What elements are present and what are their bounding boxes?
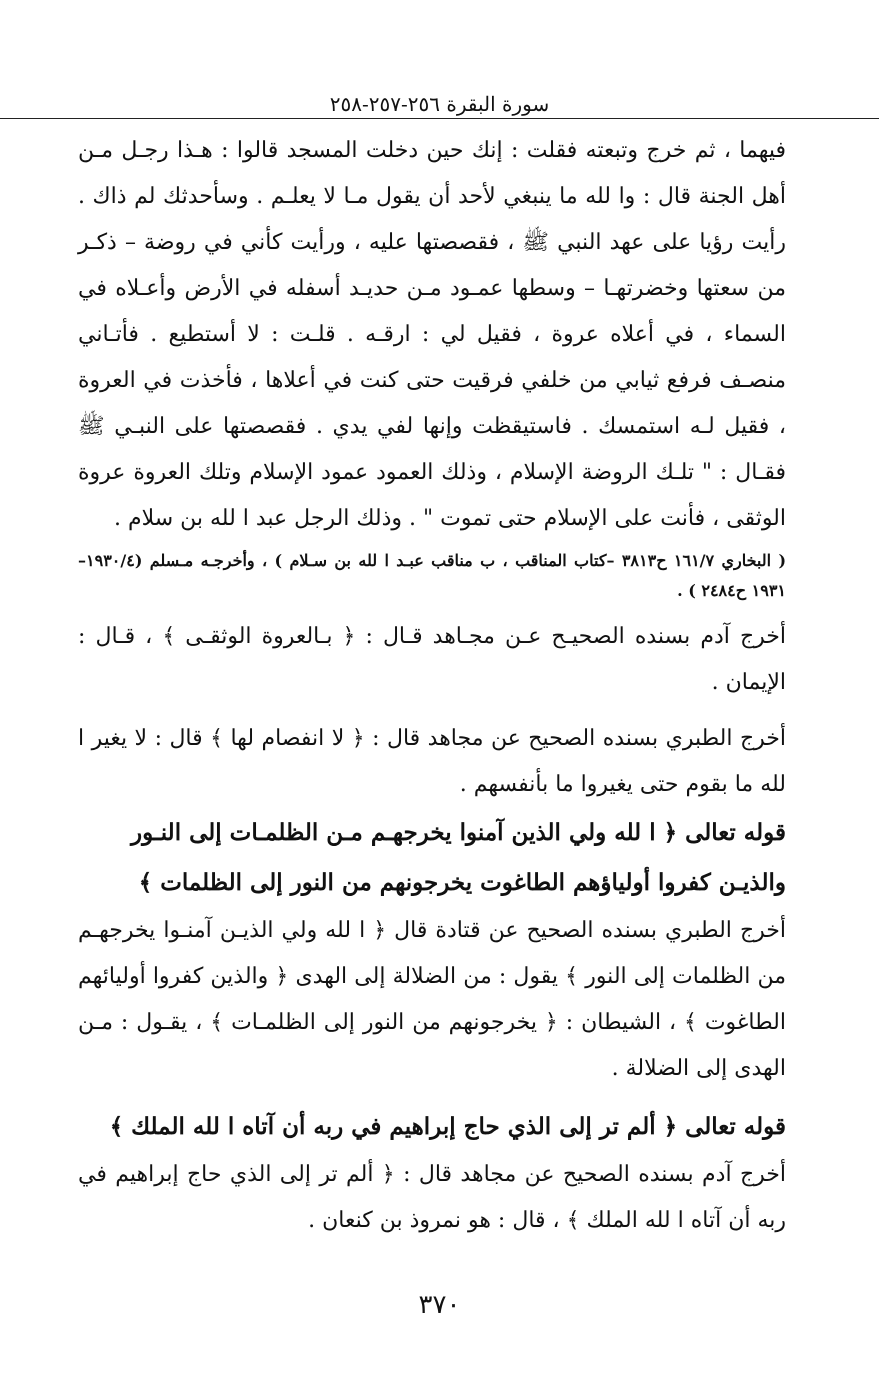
- body-text: [78, 128, 786, 1244]
- section-heading: قوله تعالى ﴿ ألم تر إلى الذي حاج إبراهيم في ربه أن آتاه ا لله الملك ﴾: [109, 1113, 786, 1140]
- paragraph: أخرج آدم بسنده الصحيـح عـن مجـاهد قـال : ﴿ بـالعروة الوثقـى ﴾ ، قـال : الإيمان .: [78, 624, 786, 695]
- paragraph: أخرج آدم بسنده الصحيح عن مجاهد قال : ﴿ ألم تر إلى الذي حاج إبراهيم في ربه أن آتاه ا لله الملك ﴾ ، قال : هو نمروذ بن كنعان .: [78, 1162, 786, 1233]
- paragraph: فيهما ، ثم خرج وتبعته فقلت : إنك حين دخلت المسجد قالوا : هـذا رجـل مـن أهل الجنة قال : وا لله ما ينبغي لأحد أن يقول مـا لا يعلـم . وسأحدثك لم ذاك . رأيت رؤيا على عهد النبي ﷺ ، فقصصتها عليه ، ورأيت كأني في روضة – ذكـر من سعتها وخضرتهـا – وسطها عمـود مـن حديـد أسفله في الأرض وأعـلاه في السماء ، في أعلاه عروة ، فقيل لي : ارقـه . قلـت : لا أستطيع . فأتـاني منصـف فرفع ثيابي من خلفي فرقيت حتى كنت في أعلاها ، فأخذت في العروة ، فقيل لـه استمسك . فاستيقظت وإنها لفي يدي . فقصصتها على النبـي ﷺ فقـال : " تلـك الروضة الإسلام ، وذلك العمود عمود الإسلام وتلك العروة عروة الوثقى ، فأنت على الإسلام حتى تموت " . وذلك الرجل عبد ا لله بن سلام .: [78, 138, 786, 531]
- page-number: ٣٧٠: [418, 1290, 461, 1320]
- running-header: سورة البقرة ٢٥٦-٢٥٧-٢٥٨: [0, 92, 879, 119]
- section-heading: قوله تعالى ﴿ ا لله ولي الذين آمنوا يخرجهـم مـن الظلمـات إلى النـور والذيـن كفروا أولياؤهم الطاغوت يخرجونهم من النور إلى الظلمات ﴾: [131, 819, 786, 896]
- footnote-citation: ( البخاري ١٦١/٧ ح٣٨١٣ –كتاب المناقب ، ب مناقب عبـد ا لله بن سـلام ) ، وأخرجـه مـسلم (١٩٣٠/٤– ١٩٣١ ح٢٤٨٤ ) .: [78, 551, 787, 600]
- paragraph: أخرج الطبري بسنده الصحيح عن قتادة قال ﴿ ا لله ولي الذيـن آمنـوا يخرجهـم من الظلمات إلى النور ﴾ يقول : من الضلالة إلى الهدى ﴿ والذين كفروا أوليائهم الطاغوت ﴾ ، الشيطان : ﴿ يخرجونهم من النور إلى الظلمـات ﴾ ، يقـول : مـن الهدى إلى الضلالة .: [78, 918, 786, 1081]
- paragraph: أخرج الطبري بسنده الصحيح عن مجاهد قال : ﴿ لا انفصام لها ﴾ قال : لا يغير ا لله ما بقوم حتى يغيروا ما بأنفسهم .: [78, 726, 786, 797]
